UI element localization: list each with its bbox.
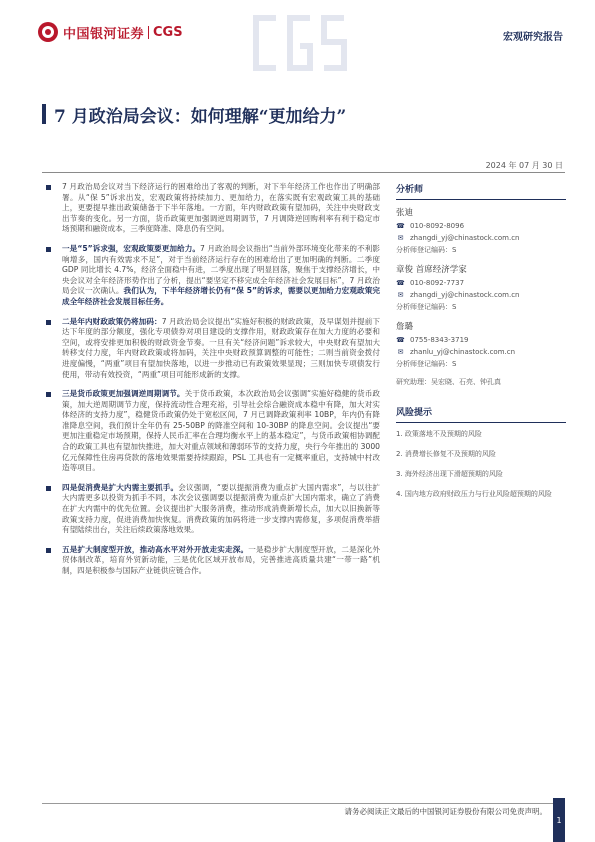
- paragraph-text: 一是稳步扩大制度型开放，二是深化外贸体制改革，培育外贸新动能，三是优化区域开放布局，完善推进高质量共建“一带一路”机制，四是积极参与国际产业链供应链合作。: [62, 544, 381, 575]
- analyst-registration: 分析师登记编码：S: [396, 303, 457, 311]
- phone-icon: ☎: [396, 279, 405, 287]
- analyst-email-row: [396, 234, 566, 243]
- paragraph-lead: 五是扩大制度型开放，推动高水平对外开放走实走深。: [62, 544, 249, 554]
- body-paragraph: [42, 244, 380, 308]
- footer-disclaimer: 请务必阅读正文最后的中国银河证券股份有限公司免责声明。: [344, 807, 547, 816]
- email-icon: ✉: [397, 291, 404, 299]
- phone-icon: ☎: [396, 336, 405, 344]
- report-title: 7 月政治局会议：如何理解“更加给力”: [54, 107, 347, 127]
- bullet-square-icon: [46, 392, 51, 397]
- logo-text-cn: 中国银河证券: [63, 26, 145, 42]
- paragraph-lead: 二是年内财政政策仍将加码：: [62, 316, 162, 326]
- risk-heading: 风险提示: [396, 405, 566, 423]
- paragraph-lead: 三是货币政策更加强调逆周期调节。: [62, 389, 185, 399]
- analyst-email-row: [396, 348, 566, 357]
- risk-item: 3. 海外经济出现下滑超预期的风险: [396, 470, 503, 478]
- page-number: 1: [553, 798, 565, 842]
- body-paragraph: [42, 545, 380, 577]
- analyst-name: 章俊 首席经济学家: [396, 265, 467, 275]
- paragraph-text: 7 月政治局会议提出“实施好积极的财政政策，及早谋划并提前下达下年度的部分额度，强化专项债券对项目建设的支撑作用，财政政策存在加大力度的必要和空间，或将安排更加积极的财政资金节奏。一旦有关“经济问题”诉求较大，中央财政有望加大转移支付力度，年内财政政策或将加码，关注中央财政预算调整的可能性；二则当前资金拨付进度偏慢，“两重”项目有望加快落地，以进一步推动已有政策效果显现；三则加快专项债发行使用，带动有效投资，“两重”项目可能形成新的支撑。: [62, 316, 381, 379]
- analyst-email[interactable]: zhangdi_yj@chinastock.com.cn: [410, 291, 520, 299]
- analyst-card: [396, 263, 566, 312]
- title-divider: [42, 172, 565, 173]
- email-icon: ✉: [397, 234, 404, 242]
- research-assistants: 研究助理：吴宏晓、石亮、钟孔真: [396, 378, 501, 386]
- footer-divider: [42, 803, 557, 804]
- analyst-name: 詹璐: [396, 322, 414, 332]
- report-type-tag: 宏观研究报告: [503, 32, 563, 43]
- analyst-phone: 010-8092-7737: [410, 279, 465, 287]
- sidebar: [396, 182, 566, 509]
- bullet-square-icon: [46, 320, 51, 325]
- analyst-phone-row: [396, 222, 566, 231]
- logo-mark-icon: [38, 22, 58, 42]
- risk-item: 1. 政策落地不及预期的风险: [396, 430, 482, 438]
- bullet-square-icon: [46, 548, 51, 553]
- body-paragraph: [42, 182, 380, 235]
- body-paragraph: [42, 483, 380, 536]
- report-date: 2024 年 07 月 30 日: [485, 161, 563, 170]
- analyst-email-row: [396, 291, 566, 300]
- risk-item: 2. 消费增长修复不及预期的风险: [396, 450, 496, 458]
- analyst-name: 张迪: [396, 208, 414, 218]
- paragraph-text: 关于货币政策，本次政治局会议强调“实施好稳健的货币政策，加大逆周期调节力度，保持流动性合理充裕，引导社会综合融资成本稳中有降，加大对实体经济的支持力度”，稳健货币政策仍处于宽松区间，7 月已调降政策利率 10BP，年内仍有降准降息空间，我们预计全年仍有 25-50BP 的降准空间和 10-30BP 的降息空间。会议提出“要更加注重稳定市场预期，保持人民币汇率在合理均衡水平上的基本稳定”，与货币政策相协调配合的政策工具也有望加快推进，加大对重点领域和薄弱环节的支持力度，央行今年推出的 3000 亿元保障性住房再贷款的落地效果需要持续跟踪，PSL 工具也有一定概率重启，支持城中村改造等项目。: [62, 389, 380, 473]
- analysts-heading: 分析师: [396, 182, 566, 200]
- paragraph-lead: 一是“5”诉求强，宏观政策要更加给力。: [62, 243, 201, 253]
- bullet-square-icon: [46, 247, 51, 252]
- risk-list: [396, 429, 566, 499]
- paragraph-text: 会议强调，“要以提振消费为重点扩大国内需求”，与以往扩大内需更多以投资为抓手不同，本次会议强调要以提振消费为重点扩大国内需求，确立了消费在扩大内需中的优先位置。会议提出扩大服务消费，推动形成消费新增长点，加大以旧换新等政策支持力度，促进消费加快恢复。消费政策的加码将进一步支撑内需修复，多项促消费举措有望陆续出台，关注后续政策落地效果。: [62, 482, 381, 535]
- analyst-registration: 分析师登记编码：S: [396, 360, 457, 368]
- logo-text-en: CGS: [153, 24, 183, 40]
- body-paragraph: [42, 317, 380, 381]
- bullet-square-icon: [46, 185, 51, 190]
- analyst-card: [396, 320, 566, 369]
- analyst-phone: 010-8092-8096: [410, 222, 465, 230]
- paragraph-text: 7 月政治局会议对当下经济运行的困难给出了客观的判断，对下半年经济工作也作出了明确部署。从“保 5”诉求出发，宏观政策将持续加力、更加给力，在落实既有宏观政策工具的基础上，更要提早推出政策储备于下半年落地。一方面，年内财政政策有望加码，关注中央财政支出节奏的变化。另一方面，货币政策更加强调逆周期调节，7 月调降逆回购利率有利于稳定市场预期和融资成本，三季度降准、降息仍有空间。: [62, 182, 380, 234]
- analyst-card: [396, 206, 566, 255]
- risk-item: 4. 国内地方政府财政压力与行业风险超预期的风险: [396, 490, 552, 498]
- paragraph-emphasis: 我们认为，下半年经济增长仍有“保 5”的诉求，需要以更加给力宏观政策完成全年经济社会发展目标任务。: [62, 286, 381, 306]
- analyst-phone-row: [396, 336, 566, 345]
- analyst-phone-row: [396, 279, 566, 288]
- analyst-registration: 分析师登记编码：S: [396, 246, 457, 254]
- analyst-email[interactable]: zhanlu_yj@chinastock.com.cn: [410, 348, 516, 356]
- company-logo: [38, 22, 183, 42]
- main-column: [42, 182, 380, 586]
- analyst-phone: 0755-8343-3719: [410, 336, 469, 344]
- body-paragraph: [42, 389, 380, 474]
- bullet-square-icon: [46, 486, 51, 491]
- phone-icon: ☎: [396, 222, 405, 230]
- logo-separator: [148, 26, 149, 39]
- analyst-email[interactable]: zhangdi_yj@chinastock.com.cn: [410, 234, 520, 242]
- watermark-logo-icon: [248, 8, 358, 78]
- paragraph-lead: 四是促消费是扩大内需主要抓手。: [62, 482, 179, 492]
- header: [0, 0, 595, 72]
- title-accent-bar: [42, 104, 46, 124]
- paragraph-text: 7 月政治局会议指出“当前外部环境变化带来的不利影响增多，国内有效需求不足”，对于当前经济运行存在的困难给出了更加明确的判断。二季度 GDP 同比增长 4.7%，经济全面稳中有进，二季度出现了明显回落，聚焦于支撑经济增长，中央会议对全年经济形势作出了分析，提出“要坚定不移完成全年经济社会发展目标”，7 月政治局会议一次确认。: [62, 243, 381, 296]
- email-icon: ✉: [397, 348, 404, 356]
